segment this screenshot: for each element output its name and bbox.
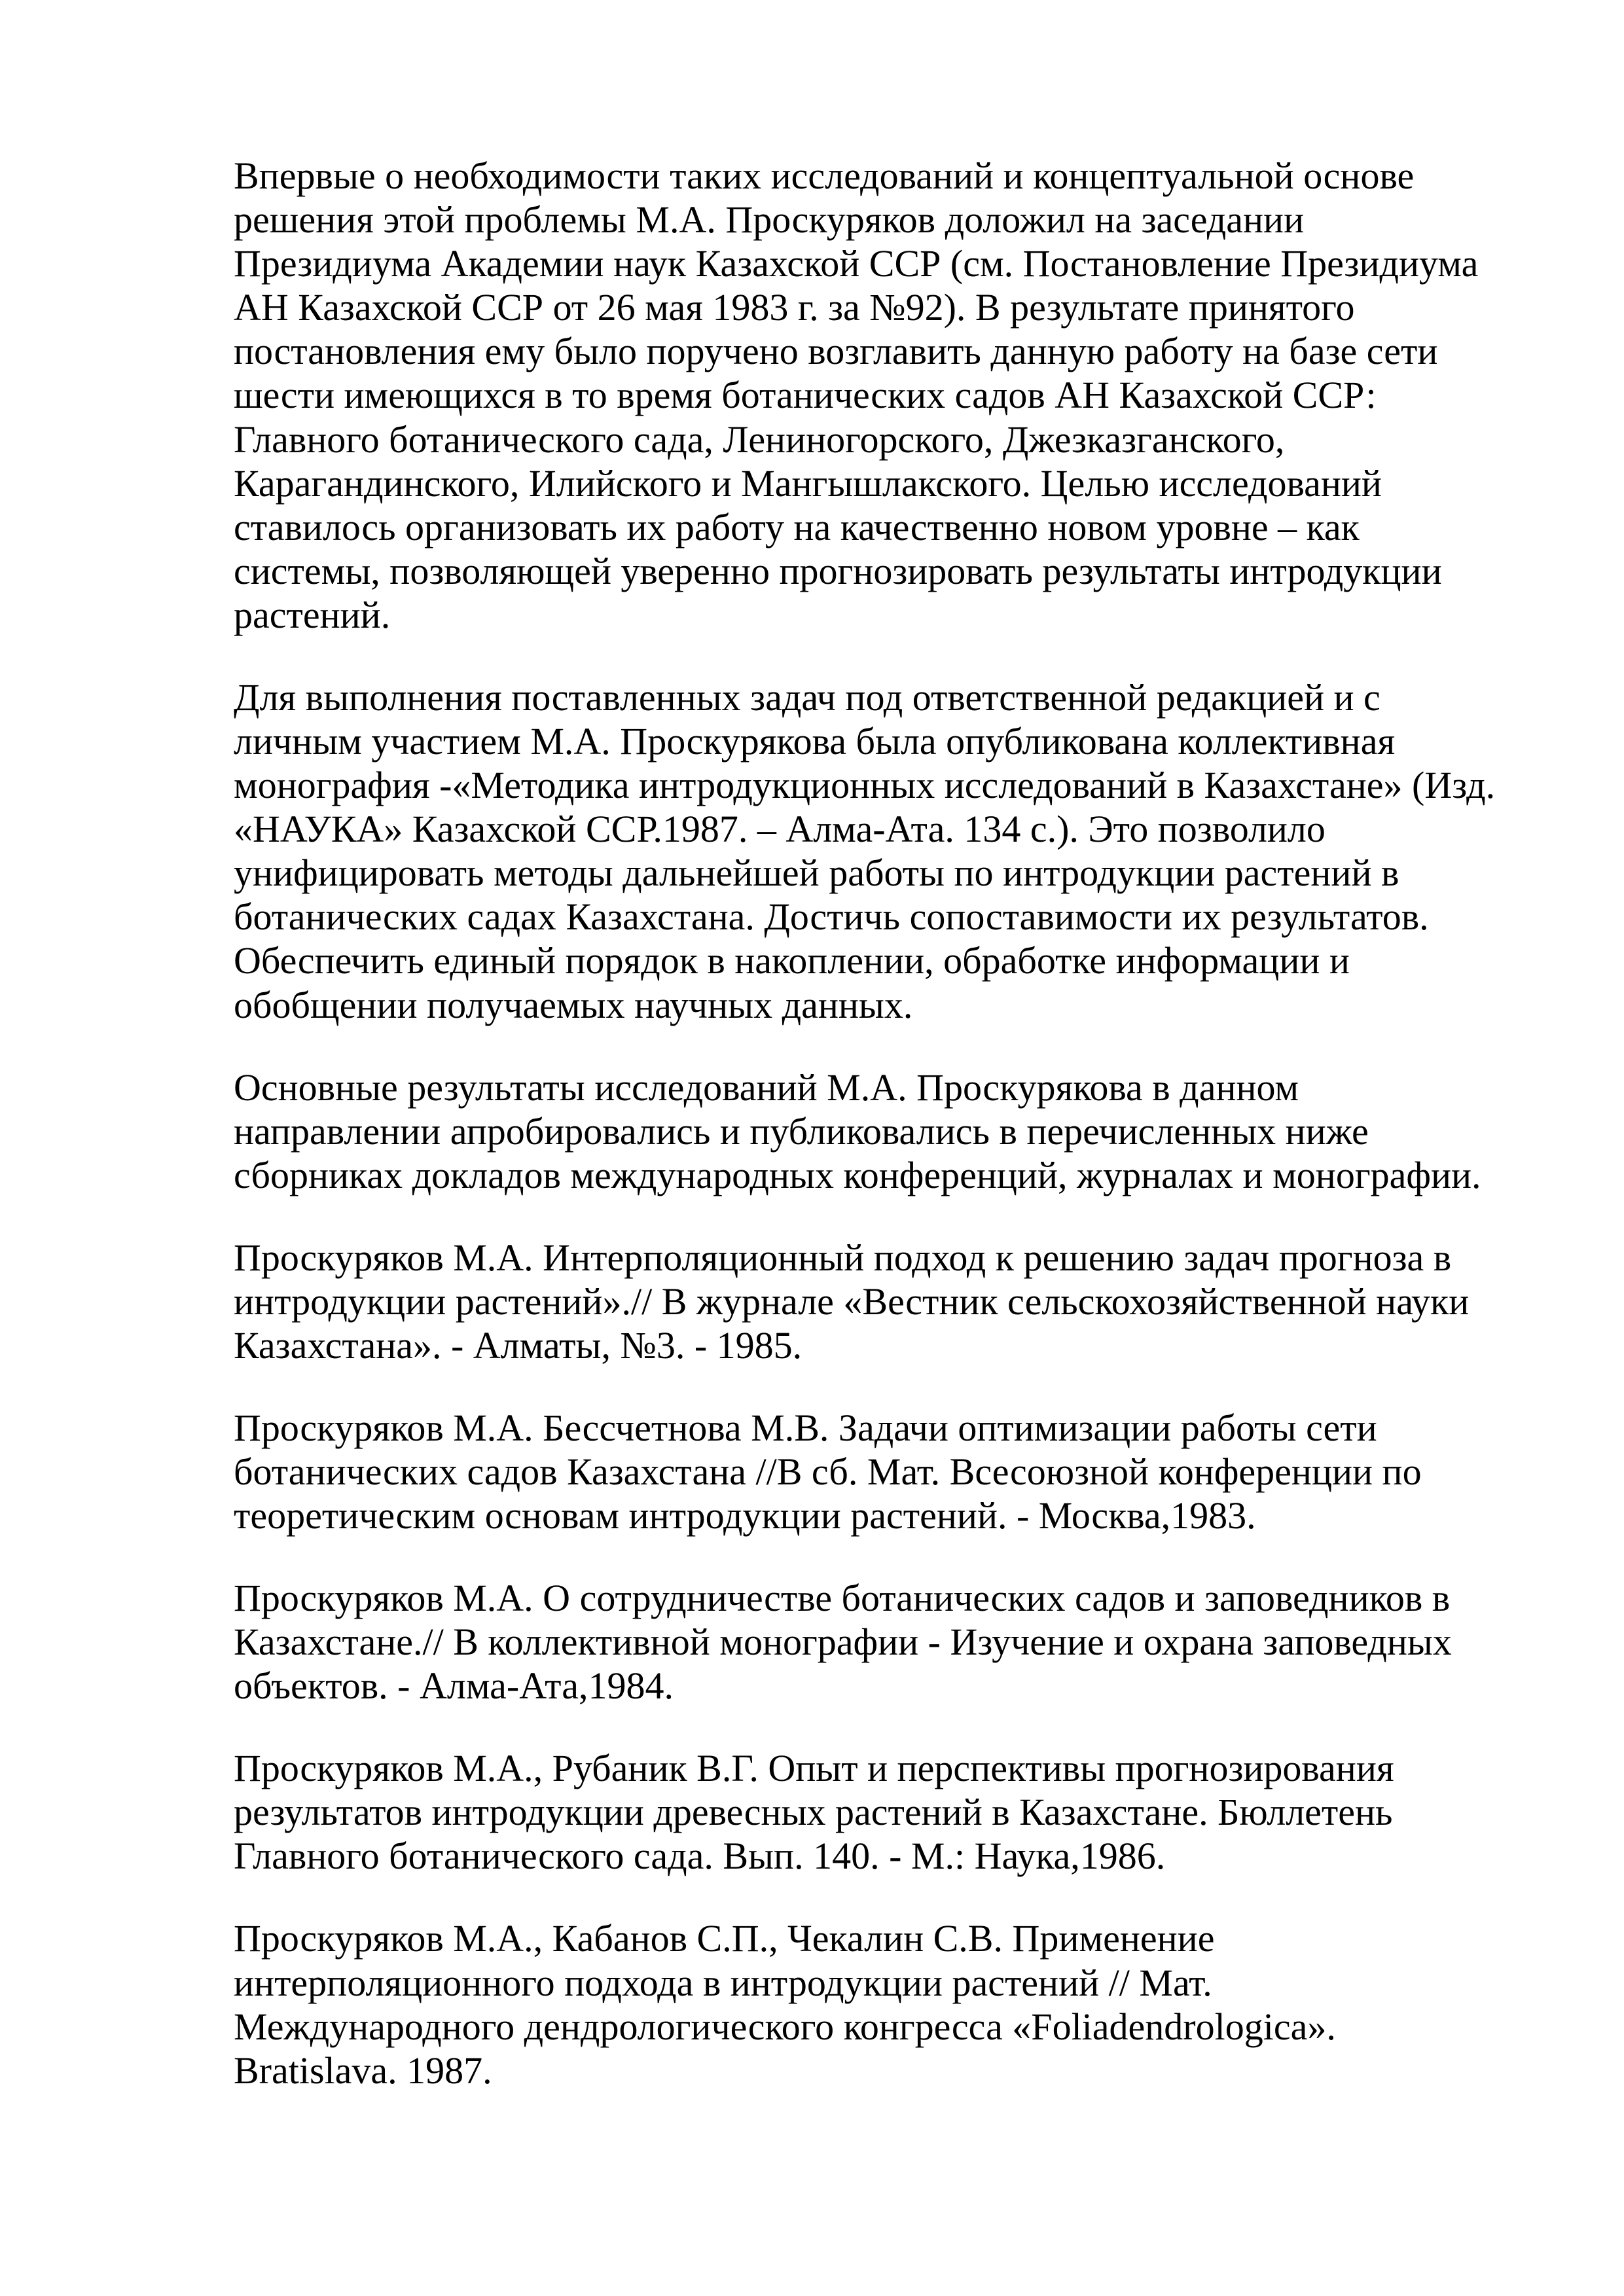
text-line: ботанических садах Казахстана. Достичь сопоставимости их результатов. — [234, 895, 1429, 939]
text-line: обобщении получаемых научных данных. — [234, 983, 913, 1026]
paragraph-methodology — [234, 675, 1543, 1027]
reference-item — [234, 1236, 1543, 1367]
text-line: Казахстане.// В коллективной монографии - Изучение и охрана заповедных — [234, 1621, 1452, 1664]
text-line: Bratislava. 1987. — [234, 2049, 492, 2092]
text-line: интродукции растений».// В журнале «Вестник сельскохозяйственной науки — [234, 1280, 1470, 1323]
text-line: теоретическим основам интродукции растений. - Москва,1983. — [234, 1494, 1256, 1537]
text-line: Карагандинского, Илийского и Мангышлакского. Целью исследований — [234, 461, 1382, 505]
paragraph-results — [234, 1066, 1543, 1197]
text-line: Проскуряков М.А. Бессчетнова М.В. Задачи оптимизации работы сети — [234, 1406, 1377, 1449]
text-line: ботанических садов Казахстана //В сб. Мат. Всесоюзной конференции по — [234, 1450, 1422, 1493]
reference-item — [234, 1576, 1543, 1708]
text-line: решения этой проблемы М.А. Проскуряков доложил на заседании — [234, 198, 1305, 242]
reference-list — [234, 1236, 1543, 2092]
text-line: Президиума Академии наук Казахской ССР (см. Постановление Президиума — [234, 242, 1479, 285]
text-line: Обеспечить единый порядок в накоплении, обработке информации и — [234, 939, 1350, 982]
text-line: сборниках докладов международных конференций, журналах и монографии. — [234, 1153, 1481, 1196]
text-line: Проскуряков М.А., Рубаник В.Г. Опыт и перспективы прогнозирования — [234, 1747, 1394, 1790]
text-line: растений. — [234, 593, 391, 636]
text-line: монография -«Методика интродукционных исследований в Казахстане» (Изд. — [234, 764, 1496, 807]
paragraph-intro — [234, 154, 1543, 637]
text-line: Международного дендрологического конгресса «Foliadendrologica». — [234, 2005, 1336, 2048]
text-line: Для выполнения поставленных задач под ответственной редакцией и с — [234, 675, 1380, 719]
text-line: Впервые о необходимости таких исследований и концептуальной основе — [234, 154, 1415, 197]
text-line: Проскуряков М.А., Кабанов С.П., Чекалин С.В. Применение — [234, 1917, 1215, 1960]
reference-item — [234, 1916, 1543, 2092]
text-line: Проскуряков М.А. Интерполяционный подход к решению задач прогноза в — [234, 1236, 1452, 1279]
text-line: интерполяционного подхода в интродукции растений // Мат. — [234, 1961, 1212, 2004]
text-line: системы, позволяющей уверенно прогнозировать результаты интродукции — [234, 549, 1442, 592]
text-line: личным участием М.А. Проскурякова была опубликована коллективная — [234, 720, 1396, 763]
text-line: Главного ботанического сада, Лениногорского, Джезказганского, — [234, 418, 1285, 461]
text-line: результатов интродукции древесных растений в Казахстане. Бюллетень — [234, 1791, 1393, 1834]
text-line: направлении апробировались и публиковались в перечисленных ниже — [234, 1109, 1369, 1153]
text-line: Главного ботанического сада. Вып. 140. - М.: Наука,1986. — [234, 1835, 1166, 1878]
text-line: Казахстана». - Алматы, №3. - 1985. — [234, 1323, 803, 1367]
text-line: объектов. - Алма-Ата,1984. — [234, 1664, 674, 1708]
text-line: шести имеющихся в то время ботанических садов АН Казахской ССР: — [234, 374, 1377, 417]
document-page — [234, 154, 1543, 2131]
text-line: «НАУКА» Казахской ССР.1987. – Алма-Ата. 134 с.). Это позволило — [234, 808, 1326, 851]
text-line: ставилось организовать их работу на качественно новом уровне – как — [234, 505, 1360, 548]
text-line: постановления ему было поручено возглавить данную работу на базе сети — [234, 330, 1438, 373]
text-line: унифицировать методы дальнейшей работы по интродукции растений в — [234, 852, 1399, 895]
text-line: АН Казахской ССР от 26 мая 1983 г. за №92). В результате принятого — [234, 286, 1355, 329]
text-line: Основные результаты исследований М.А. Проскурякова в данном — [234, 1066, 1299, 1109]
text-line: Проскуряков М.А. О сотрудничестве ботанических садов и заповедников в — [234, 1577, 1451, 1620]
reference-item — [234, 1406, 1543, 1537]
reference-item — [234, 1746, 1543, 1878]
